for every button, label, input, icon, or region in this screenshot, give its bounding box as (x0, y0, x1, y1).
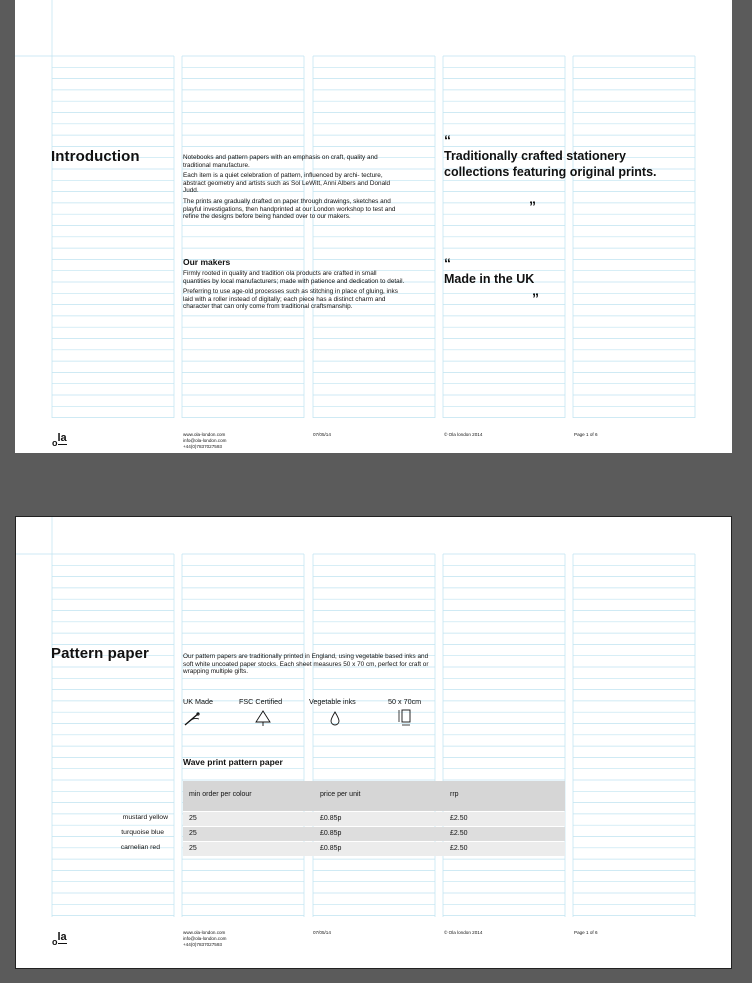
feature-size (388, 697, 421, 732)
table-header (183, 781, 565, 811)
table-row (183, 812, 565, 826)
pattern-paper-title: Pattern paper (51, 645, 149, 662)
ola-logo (52, 432, 67, 448)
feature-label: Vegetable inks (309, 697, 356, 706)
page-1 (15, 0, 732, 453)
intro-title: Introduction (51, 148, 140, 165)
header-price: price per unit (320, 791, 361, 798)
row-price: £0.85p (320, 830, 342, 837)
quote-made-in-uk: Made in the UK (444, 272, 535, 286)
logo-o: o (52, 937, 58, 947)
row-label-turquoise-blue: turquoise blue (121, 829, 164, 836)
footer-email[interactable]: info@ola-london.com (183, 438, 227, 444)
intro-paragraph-2: Each item is a quiet celebration of pattern, influenced by archi- tecture, abstract geometry and artists such as Sol LeWitt, Anni Albers and Donald Judd. (183, 172, 391, 195)
footer-date: 07/05/14 (313, 432, 331, 437)
needle-icon (183, 709, 203, 727)
feature-label: FSC Certified (239, 697, 283, 706)
row-label-mustard-yellow: mustard yellow (122, 814, 168, 821)
intro-text (183, 154, 405, 224)
footer-page-number: Page 1 of 6 (574, 930, 598, 935)
pattern-paper-intro: Our pattern papers are traditionally printed in England, using vegetable based inks and soft white uncoated paper stocks. Each sheet measures 50 x 70 cm, perfect for craft or wrapping multiple gifts. (183, 653, 429, 676)
ola-logo (52, 931, 67, 947)
footer-phone: +44(0)7837027593 (183, 444, 222, 450)
table-row (183, 827, 565, 841)
footer-contact (183, 930, 226, 949)
logo-o: o (52, 438, 58, 448)
makers-text (183, 270, 405, 314)
footer-date: 07/05/14 (313, 930, 331, 935)
header-rrp: rrp (450, 791, 459, 798)
ink-drop-icon (325, 709, 345, 727)
page-2 (15, 516, 732, 969)
feature-uk-made (183, 697, 213, 732)
footer-phone: +44(0)7837027593 (183, 942, 222, 948)
quote-open-mark: “ (444, 132, 451, 148)
row-min: 25 (189, 830, 197, 837)
quote-traditionally-crafted: Traditionally crafted stationery collections featuring original prints. (444, 149, 657, 179)
sheet-size-icon (396, 709, 416, 727)
feature-vegetable-inks (309, 697, 356, 732)
footer-web[interactable]: www.ola-london.com (183, 432, 226, 437)
logo-la: la (57, 931, 67, 943)
header-min-order: min order per colour (189, 791, 252, 798)
row-min: 25 (189, 845, 197, 852)
feature-label: UK Made (183, 697, 213, 706)
logo-la: la (57, 432, 67, 444)
row-rrp: £2.50 (450, 830, 468, 837)
row-price: £0.85p (320, 815, 342, 822)
row-rrp: £2.50 (450, 845, 468, 852)
table-title: Wave print pattern paper (183, 757, 283, 767)
feature-label: 50 x 70cm (388, 697, 422, 706)
feature-fsc-certified (239, 697, 282, 732)
makers-paragraph-1: Firmly rooted in quality and tradition ola products are crafted in small quantities by local manufacturers; made with patience and dedication to detail. (183, 270, 405, 285)
table-row (183, 842, 565, 856)
footer-copyright: © Ola london 2014 (444, 432, 483, 437)
feature-list (183, 697, 443, 737)
makers-paragraph-2: Preferring to use age-old processes such as stitching in place of gluing, inks laid with a roller instead of digitally; each piece has a distinct charm and character that can only come from traditional craftsmanship. (183, 288, 398, 311)
makers-title: Our makers (183, 257, 231, 267)
footer-web[interactable]: www.ola-london.com (183, 930, 226, 935)
layout-grid (15, 0, 732, 453)
row-rrp: £2.50 (450, 815, 468, 822)
quote-close-mark: ” (529, 198, 536, 214)
row-min: 25 (189, 815, 197, 822)
row-price: £0.85p (320, 845, 342, 852)
quote-close-mark: ” (532, 290, 539, 306)
footer-page-number: Page 1 of 6 (574, 432, 598, 437)
intro-paragraph-3: The prints are gradually drafted on paper through drawings, sketches and playful investigations, then handprinted at our London workshop to test and refine the designs before being handed over to our makers. (183, 197, 396, 221)
footer-contact (183, 432, 226, 451)
footer-email[interactable]: info@ola-london.com (183, 936, 227, 942)
footer-copyright: © Ola london 2014 (444, 930, 483, 935)
quote-open-mark: “ (444, 255, 451, 271)
row-label-carnelian-red: carnelian red (120, 844, 160, 851)
layout-grid (16, 517, 731, 968)
intro-paragraph-1: Notebooks and pattern papers with an emphasis on craft, quality and traditional manufacture. (183, 154, 378, 169)
tree-icon (253, 709, 273, 727)
